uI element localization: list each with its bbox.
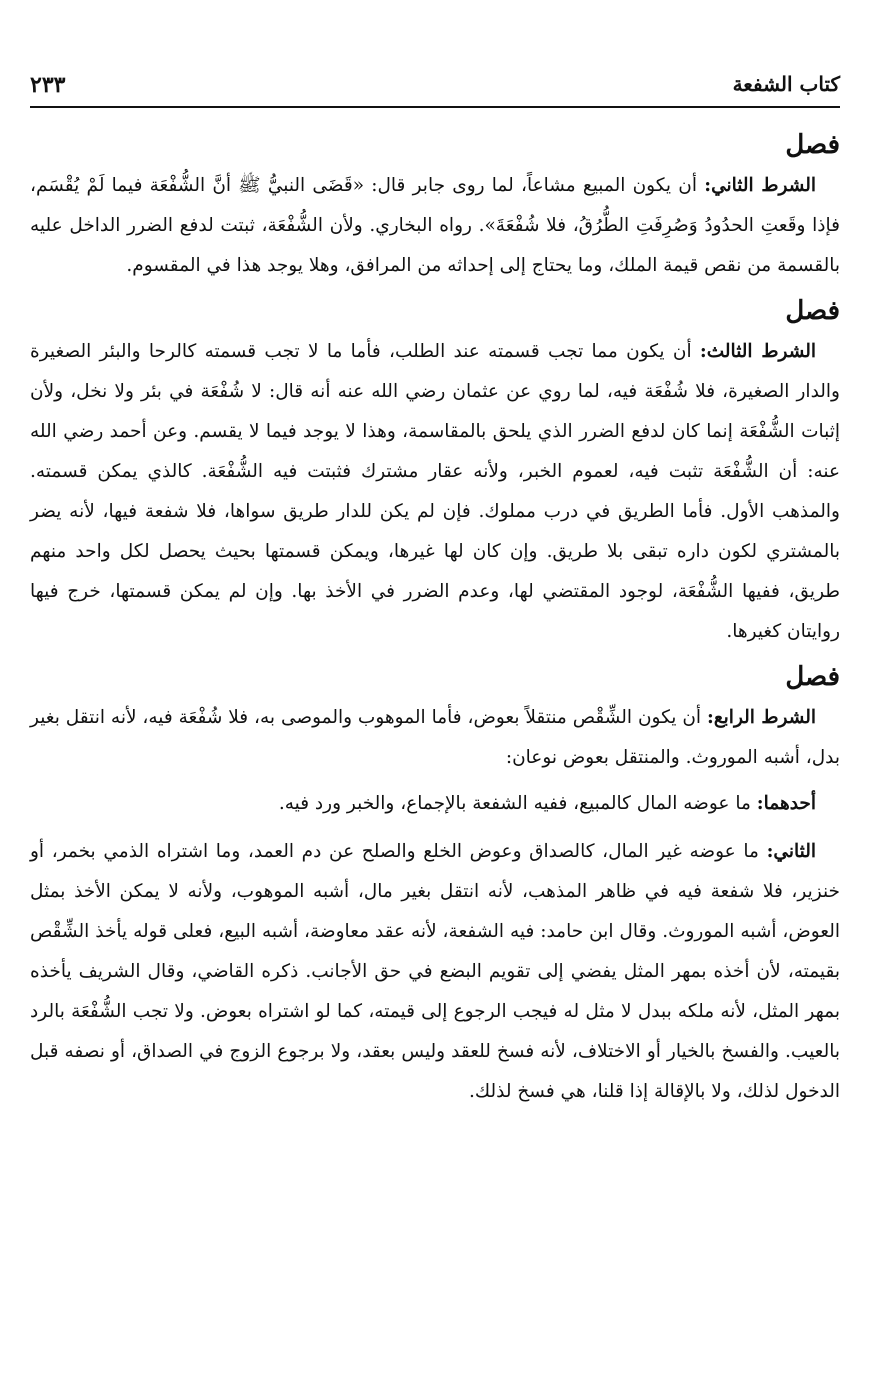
section-paragraph [30,332,840,652]
section-paragraph [30,698,840,778]
condition-label: الشرط الثاني: [704,175,816,196]
page-body [30,124,840,1112]
paragraph-text: أن يكون المبيع مشاعاً، لما روى جابر قال: «قَضَى النبيُّ ﷺ أنَّ الشُّفْعَة فيما لَمْ يُقْسَم، فإذا وقَعتِ الحدُودُ وَصُرِفَتِ الطُّرُقُ، فلا شُفْعَةَ». رواه البخاري. ولأن الشُّفْعَة، ثبتت لدفع الضرر الداخل عليه بالقسمة من نقص قيمة الملك، وما يحتاج إلى إحداثه من المرافق، وهلا يوجد هذا في المقسوم. [30,175,840,276]
section-heading: فصل [785,296,840,326]
header-rule [30,106,840,108]
page-number: ٢٣٣ [30,72,66,98]
section-paragraph [30,166,840,286]
section-fourth-condition [30,656,840,1112]
first-type-paragraph [30,784,840,824]
first-type-text: ما عوضه المال كالمبيع، ففيه الشفعة بالإجماع، والخبر ورد فيه. [278,793,757,814]
section-heading: فصل [785,130,840,160]
second-type-text: ما عوضه غير المال، كالصداق وعوض الخلع والصلح عن دم العمد، وما اشتراه الذمي بخمر، أو خنزير، فلا شفعة فيه في ظاهر المذهب، لأنه انتقل بغير مال، أشبه الموهوب، ولأنه لا يمكن الأخذ بمثل العوض، أشبه الموروث. وقال ابن حامد: فيه الشفعة، لأنه عقد معاوضة، أشبه البيع، فعلى قوله يأخذ الشِّقْص بقيمته، لأن أخذه بمهر المثل يفضي إلى تقويم البضع في حق الأجانب. ذكره القاضي، وقال الشريف يأخذه بمهر المثل، لأنه ملكه ببدل لا مثل له فيجب الرجوع إلى قيمته، كما لو اشتراه بعوض. ولا تجب الشُّفْعَة بالرد بالعيب. والفسخ بالخيار أو الاختلاف، لأنه فسخ للعقد وليس بعقد، ولا برجوع الزوج في الصداق، أو نصفه قبل الدخول لذلك، ولا بالإقالة إذا قلنا، هي فسخ لذلك. [30,841,840,1102]
second-type-label: الثاني: [766,841,816,862]
paragraph-text: أن يكون الشِّقْص منتقلاً بعوض، فأما الموهوب والموصى به، فلا شُفْعَة فيه، لأنه انتقل بغير بدل، أشبه الموروث. والمنتقل بعوض نوعان: [30,707,840,768]
section-second-condition [30,124,840,286]
running-title: كتاب الشفعة [732,72,840,96]
second-type-paragraph [30,832,840,1112]
first-type-label: أحدهما: [756,793,816,814]
book-page [30,0,840,1383]
page-header [30,72,840,102]
condition-label: الشرط الرابع: [706,707,816,728]
section-third-condition [30,290,840,652]
condition-label: الشرط الثالث: [699,341,817,362]
section-heading: فصل [785,662,840,692]
paragraph-text: أن يكون مما تجب قسمته عند الطلب، فأما ما لا تجب قسمته كالرحا والبئر الصغيرة والدار الصغيرة، فلا شُفْعَة فيه، لما روي عن عثمان رضي الله عنه أنه قال: لا شُفْعَة في بئر ولا نخل، ولأن إثبات الشُّفْعَة إنما كان لدفع الضرر الذي يلحق بالمقاسمة، وهذا لا يوجد فيما لا يقسم. وعن أحمد رضي الله عنه: أن الشُّفْعَة تثبت فيه، لعموم الخبر، ولأنه عقار مشترك فثبتت فيه الشُّفْعَة. كالذي يمكن قسمته. والمذهب الأول. فأما الطريق في درب مملوك. فإن لم يكن للدار طريق سواها، فلا شفعة فيها، لأنه يضر بالمشتري لكون داره تبقى بلا طريق. وإن كان لها غيرها، ويمكن قسمتها بحيث يحصل لكل واحد منهم طريق، ففيها الشُّفْعَة، لوجود المقتضي لها، وعدم الضرر في الأخذ بها. وإن لم يمكن قسمتها، خرج فيها روايتان كغيرها. [30,341,840,642]
